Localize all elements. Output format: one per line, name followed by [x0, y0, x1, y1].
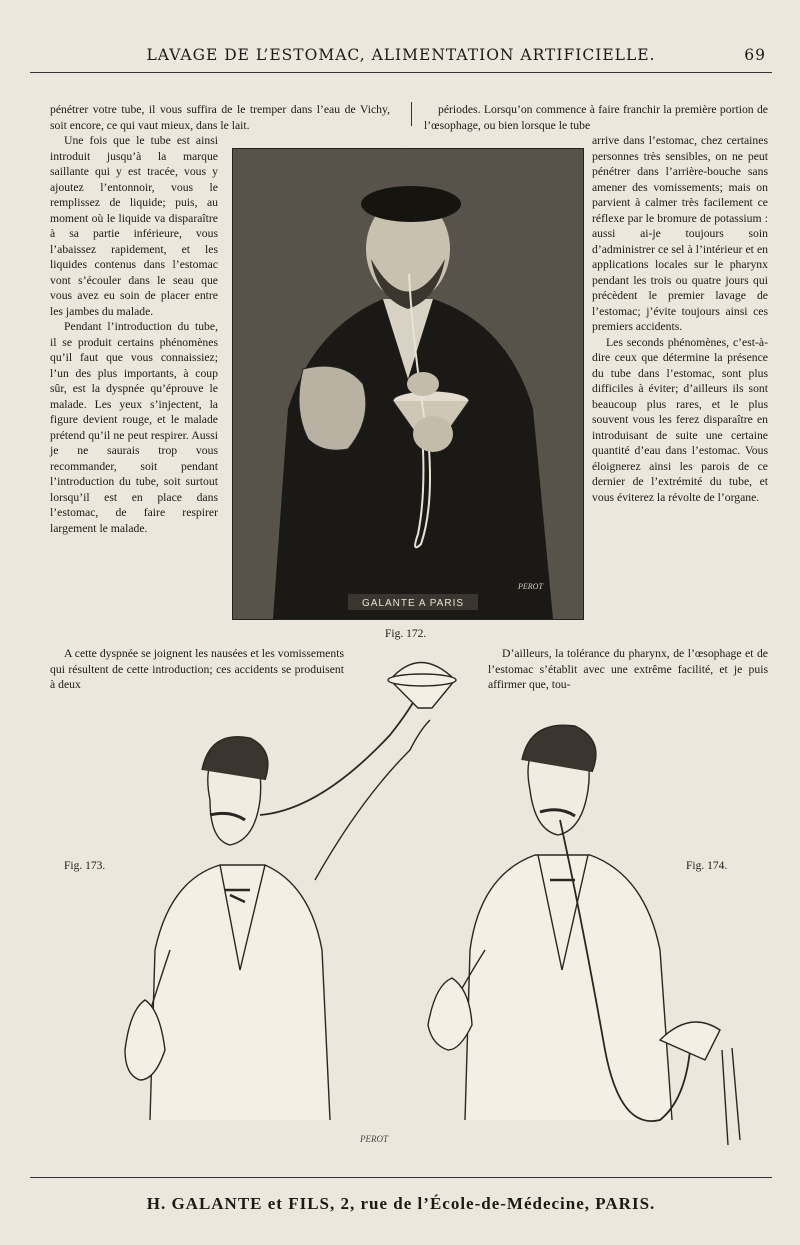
figure-173-man [125, 663, 456, 1121]
column-separator [411, 102, 412, 126]
page-number: 69 [744, 46, 766, 64]
caption-fig-174: Fig. 174. [686, 860, 728, 872]
text-block-right-narrow [592, 133, 768, 505]
running-header [30, 46, 772, 68]
text-block-top-left [50, 102, 390, 133]
footer-rule [30, 1177, 772, 1178]
caption-fig-172: Fig. 172. [385, 628, 427, 640]
illustration-signature: PEROT [360, 1134, 388, 1144]
paragraph: arrive dans l’estomac, chez certaines personnes très sensibles, on ne peut pénétrer dans l’arrière-bouche sans amener des vomissements; mais on parvient à calmer très facilement ce réflexe par le bromure de potassium : aussi ai-je toujours soin d’administrer ce sel à l’intérieur et en applications locales sur le pharynx pendant les trois ou quatre jours qui précèdent le premier lavage de l’estomac; j’évite toujours ainsi ces premiers accidents. [592, 134, 768, 333]
text-block-top-right [424, 102, 768, 133]
engraving-signature: PEROT [518, 582, 543, 591]
paragraph: Une fois que le tube est ainsi introduit jusqu’à la marque saillante qui y est tracée, vous y ajoutez l’entonnoir, vous le remplissez de liquide; puis, au moment où le liquide va disparaître à sa partie inférieure, vous l’abaissez rapidement, et les liquides contenus dans l’estomac vont s’écouler dans le seau que vous avez eu soin de placer entre les jambes du malade. [50, 134, 218, 318]
paragraph: A cette dyspnée se joignent les nausées et les vomissements qui résultent de cette introduction; ces accidents se produisent à deux [50, 647, 344, 691]
engraving-fig-172 [232, 148, 584, 620]
illustration-figs-173-174 [60, 650, 760, 1155]
engraving-drawing [233, 149, 583, 619]
running-title: LAVAGE DE L’ESTOMAC, ALIMENTATION ARTIFICIELLE. [146, 46, 656, 64]
paragraph: D’ailleurs, la tolérance du pharynx, de l’œsophage et de l’estomac s’établit avec une extrême facilité, et je puis affirmer que, tou- [488, 647, 768, 691]
caption-fig-173: Fig. 173. [64, 860, 106, 872]
engraving-label: GALANTE A PARIS [361, 598, 465, 609]
paragraph: périodes. Lorsqu’on commence à faire franchir la première portion de l’œsophage, ou bien lorsque le tube [424, 103, 768, 132]
header-rule [30, 72, 772, 73]
line-drawing [60, 650, 760, 1155]
figure-174-man [428, 725, 740, 1145]
paragraph: Les seconds phénomènes, c’est-à-dire ceux que détermine la présence du tube dans l’estomac, sont plus difficiles à éviter; d’ailleurs ils sont beaucoup plus rares, et le plus souvent vous les ferez disparaître en introduisant de suite une certaine quantité d’eau dans l’estomac. Vous éloignerez ainsi les parois de ce dernier de l’extrémité du tube, et vous éviterez la révolte de l’organe. [592, 335, 768, 504]
text-block-left-narrow [50, 133, 218, 536]
paragraph: Pendant l’introduction du tube, il se produit certains phénomènes qu’il faut que vous connaissiez; l’un des plus importants, à coup sûr, est la dyspnée qu’éprouve le malade. Les yeux s’injectent, la figure devient rouge, et le malade prétend qu’il ne peut respirer. Aussi je ne saurais trop vous recommander, soit pendant l’introduction du tube, soit surtout lorsqu’il est en place dans l’estomac, de faire respirer largement le malade. [50, 320, 218, 535]
paragraph: pénétrer votre tube, il vous suffira de le tremper dans l’eau de Vichy, soit encore, ce qui vaut mieux, dans le lait. [50, 103, 390, 132]
publisher-footer: H. GALANTE et FILS, 2, rue de l’École-de-Médecine, PARIS. [146, 1194, 656, 1213]
